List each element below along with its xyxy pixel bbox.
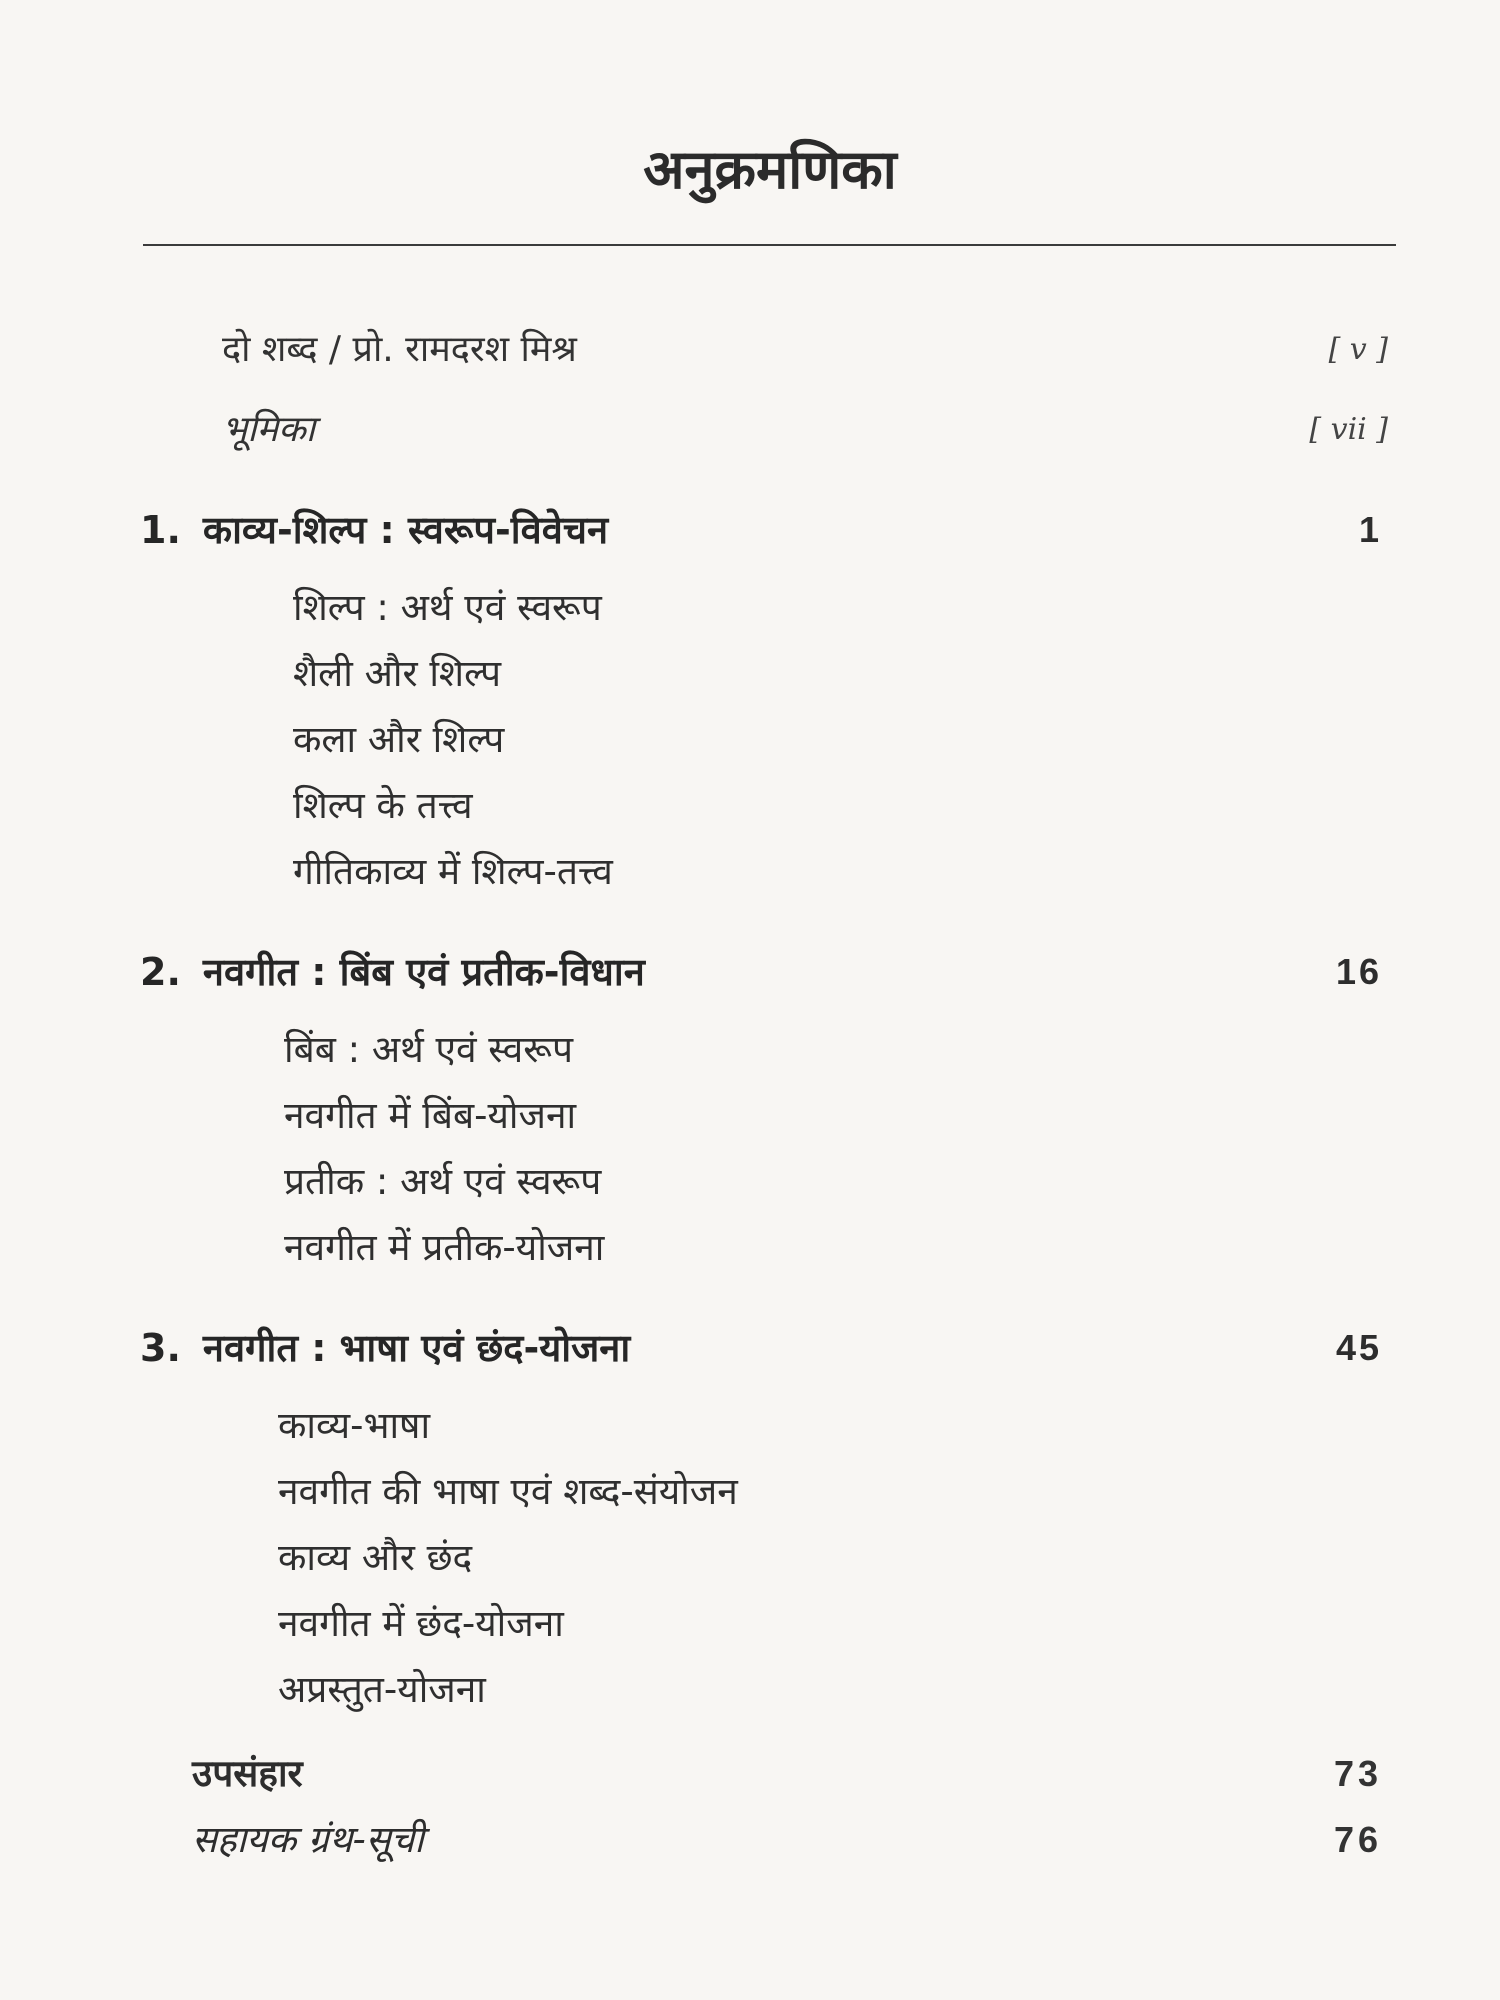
- toc-page-number: 73: [1333, 1753, 1382, 1794]
- toc-page-number: [ vii ]: [1309, 412, 1388, 447]
- chapter-title: काव्य-शिल्प : स्वरूप-विवेचन: [202, 508, 609, 552]
- toc-page-number: [ v ]: [1328, 332, 1388, 367]
- toc-chapter-3[interactable]: [0, 1318, 1500, 1378]
- toc-entry-conclusion[interactable]: [0, 1744, 1500, 1804]
- chapter-title: नवगीत : बिंब एवं प्रतीक-विधान: [202, 950, 645, 994]
- toc-entry-label: सहायक ग्रंथ-सूची: [192, 1818, 424, 1861]
- chapter-number: 2.: [140, 950, 181, 994]
- toc-entry-introduction[interactable]: [0, 400, 1500, 460]
- chapter-heading: [140, 1318, 630, 1378]
- toc-entry-label: उपसंहार: [192, 1752, 303, 1795]
- toc-section[interactable]: अप्रस्तुत-योजना: [278, 1668, 486, 1711]
- toc-page-number: 45: [1335, 1327, 1382, 1368]
- chapter-number: 3.: [140, 1326, 181, 1370]
- toc-section[interactable]: बिंब : अर्थ एवं स्वरूप: [284, 1028, 574, 1071]
- toc-section[interactable]: प्रतीक : अर्थ एवं स्वरूप: [284, 1160, 602, 1203]
- toc-section[interactable]: कला और शिल्प: [293, 718, 505, 761]
- toc-entry-label: भूमिका: [222, 409, 316, 450]
- toc-section[interactable]: शैली और शिल्प: [293, 652, 501, 695]
- title-divider: [143, 244, 1396, 246]
- chapter-number: 1.: [140, 508, 181, 552]
- toc-section[interactable]: गीतिकाव्य में शिल्प-तत्त्व: [293, 850, 613, 893]
- chapter-heading: [140, 500, 608, 560]
- toc-entry-bibliography[interactable]: [0, 1810, 1500, 1870]
- chapter-heading: [140, 942, 645, 1002]
- toc-section[interactable]: नवगीत में प्रतीक-योजना: [284, 1226, 605, 1269]
- chapter-title: नवगीत : भाषा एवं छंद-योजना: [202, 1326, 631, 1370]
- toc-section[interactable]: शिल्प : अर्थ एवं स्वरूप: [293, 586, 602, 629]
- toc-section[interactable]: शिल्प के तत्त्व: [293, 784, 473, 827]
- toc-page-number: 16: [1335, 951, 1382, 992]
- toc-page-number: 1: [1358, 509, 1382, 550]
- toc-section[interactable]: काव्य और छंद: [278, 1536, 473, 1579]
- toc-chapter-2[interactable]: [0, 942, 1500, 1002]
- toc-section[interactable]: नवगीत की भाषा एवं शब्द-संयोजन: [278, 1470, 738, 1513]
- toc-section[interactable]: काव्य-भाषा: [278, 1404, 431, 1447]
- toc-entry-label: दो शब्द / प्रो. रामदरश मिश्र: [222, 329, 577, 370]
- toc-section[interactable]: नवगीत में बिंब-योजना: [284, 1094, 577, 1137]
- toc-page-number: 76: [1333, 1819, 1382, 1860]
- page-title: अनुक्रमणिका: [643, 138, 897, 201]
- toc-section[interactable]: नवगीत में छंद-योजना: [278, 1602, 564, 1645]
- toc-entry-preface[interactable]: [0, 320, 1500, 380]
- toc-chapter-1[interactable]: [0, 500, 1500, 560]
